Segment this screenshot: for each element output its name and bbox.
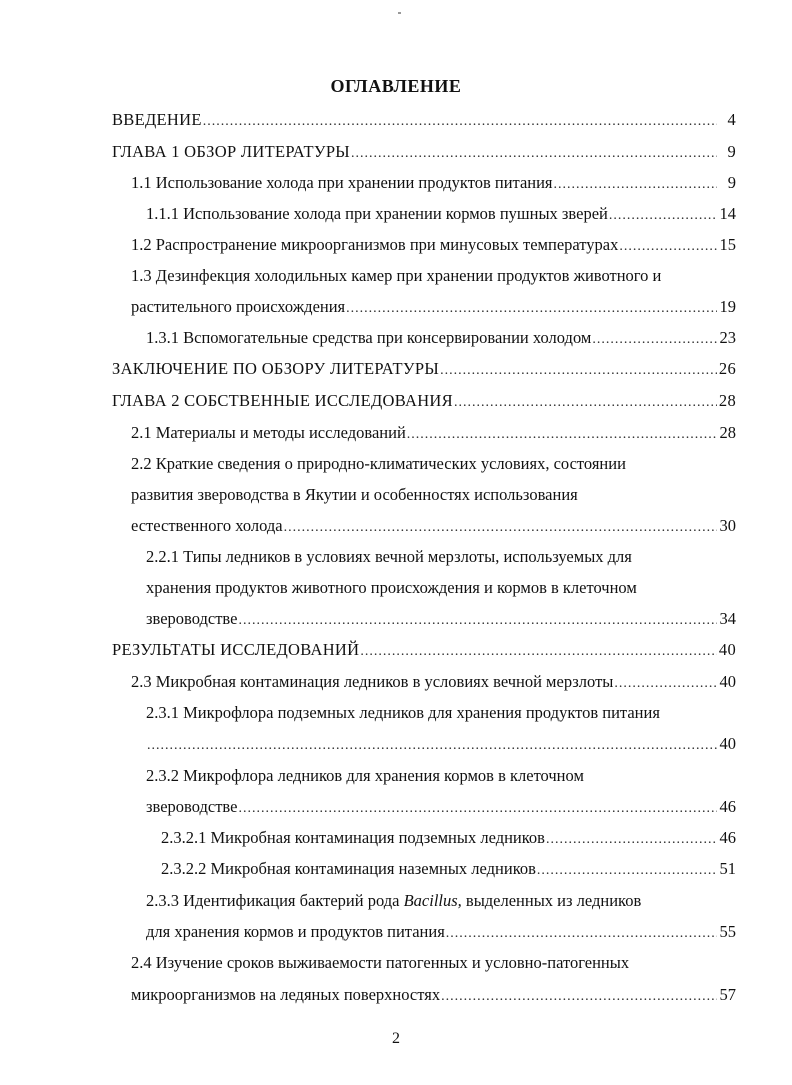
toc-entry	[146, 734, 736, 756]
toc-entry-text: 1.3 Дезинфекция холодильных камер при хранении продуктов животного и	[131, 266, 662, 285]
leader-dots	[592, 330, 717, 350]
toc-entry-text: звероводстве	[146, 797, 238, 816]
leader-dots	[537, 861, 717, 881]
toc-page-number: 15	[719, 235, 736, 254]
leader-dots	[454, 393, 717, 413]
toc-page-number: 9	[727, 173, 736, 192]
leader-dots	[346, 299, 717, 319]
toc-page-number: 51	[719, 859, 736, 878]
toc-entry-text: для хранения кормов и продуктов питания	[146, 922, 445, 941]
toc-page-number: 9	[727, 142, 736, 161]
toc-entry-text: 2.2 Краткие сведения о природно-климатических условиях, состоянии	[131, 454, 626, 473]
toc-entry	[112, 110, 736, 132]
leader-dots	[351, 144, 717, 164]
leader-dots	[284, 518, 717, 538]
toc-entry	[131, 297, 736, 319]
toc-entry-text: 1.1.1 Использование холода при хранении кормов пушных зверей	[146, 204, 608, 223]
leader-dots	[614, 674, 717, 694]
toc-page-number: 14	[719, 204, 736, 223]
toc-entry-text-part: 2.3.3 Идентификация бактерий рода	[146, 891, 404, 910]
toc-entry-text: развития звероводства в Якутии и особенностях использования	[131, 485, 578, 504]
toc-entry	[146, 204, 736, 226]
toc-entry-text-part: выделенных из ледников	[461, 891, 642, 910]
toc-entry-text: 2.2.1 Типы ледников в условиях вечной мерзлоты, используемых для	[146, 547, 632, 566]
toc-entry-text: хранения продуктов животного происхождения и кормов в клеточном	[146, 578, 637, 597]
toc-entry-text: микроорганизмов на ледяных поверхностях	[131, 985, 441, 1004]
leader-dots	[441, 987, 717, 1007]
toc-entry-text: РЕЗУЛЬТАТЫ ИССЛЕДОВАНИЙ	[112, 640, 360, 659]
leader-dots	[619, 237, 717, 257]
toc-entry-text: естественного холода	[131, 516, 283, 535]
toc-entry	[131, 423, 736, 445]
toc-entry-text: 2.3.2 Микрофлора ледников для хранения кормов в клеточном	[146, 766, 584, 785]
toc-entry	[112, 142, 736, 164]
toc-entry-text: 2.3 Микробная контаминация ледников в условиях вечной мерзлоты	[131, 672, 614, 691]
toc-entry-text: 1.3.1 Вспомогательные средства при консервировании холодом	[146, 328, 592, 347]
toc-entry-text: растительного происхождения	[131, 297, 346, 316]
toc-page-number: 30	[719, 516, 736, 535]
toc-entry	[131, 672, 736, 694]
toc-page-number: 40	[718, 640, 736, 659]
toc-page-number: 46	[719, 797, 736, 816]
toc-entry-text: 1.2 Распространение микроорганизмов при минусовых температурах	[131, 235, 619, 254]
leader-dots	[238, 611, 717, 631]
toc-entry-text	[146, 891, 641, 911]
toc-page-number: 46	[719, 828, 736, 847]
toc-page-number: 28	[718, 391, 736, 410]
leader-dots	[609, 206, 717, 226]
toc-entry-text: ГЛАВА 2 СОБСТВЕННЫЕ ИССЛЕДОВАНИЯ	[112, 391, 453, 410]
toc-entry-text: 2.1 Материалы и методы исследований	[131, 423, 406, 442]
toc-entry	[112, 640, 736, 662]
toc-entry-text: 1.1 Использование холода при хранении продуктов питания	[131, 173, 553, 192]
leader-dots	[546, 830, 717, 850]
toc-entry	[131, 516, 736, 538]
toc-entry-italic-term: Bacillus,	[403, 891, 462, 910]
leader-dots	[440, 361, 717, 381]
leader-dots	[446, 924, 717, 944]
toc-page-number: 40	[719, 672, 736, 691]
toc-entry-text: 2.3.2.2 Микробная контаминация наземных ледников	[161, 859, 536, 878]
toc-entry	[131, 985, 736, 1007]
toc-page-number: 34	[719, 609, 736, 628]
toc-page-number: 26	[718, 359, 736, 378]
toc-entry-text: звероводстве	[146, 609, 238, 628]
toc-entry	[112, 391, 736, 413]
leader-dots	[238, 799, 717, 819]
leader-dots	[554, 175, 717, 195]
leader-dots	[147, 736, 717, 756]
leader-dots	[407, 425, 717, 445]
toc-page-number: 40	[719, 734, 736, 753]
toc-page-number: 23	[719, 328, 736, 347]
toc-page-number: 55	[719, 922, 736, 941]
scan-speck	[398, 12, 401, 14]
toc-entry	[131, 235, 736, 257]
toc-entry	[161, 828, 736, 850]
toc-entry	[146, 609, 736, 631]
page-number: 2	[392, 1030, 400, 1047]
toc-entry-text: 2.3.1 Микрофлора подземных ледников для хранения продуктов питания	[146, 703, 660, 722]
toc-entry-text: ГЛАВА 1 ОБЗОР ЛИТЕРАТУРЫ	[112, 142, 350, 161]
toc-entry	[146, 797, 736, 819]
toc-entry	[112, 359, 736, 381]
leader-dots	[360, 642, 717, 662]
toc-entry-text: 2.4 Изучение сроков выживаемости патогенных и условно-патогенных	[131, 953, 630, 972]
toc-entry	[146, 328, 736, 350]
toc-page-number: 28	[719, 423, 736, 442]
toc-page-number: 19	[719, 297, 736, 316]
toc-page-number: 57	[719, 985, 736, 1004]
toc-entry-text: 2.3.2.1 Микробная контаминация подземных ледников	[161, 828, 545, 847]
toc-entry	[131, 173, 736, 195]
toc-page-number: 4	[727, 110, 736, 129]
leader-dots	[203, 112, 717, 132]
toc-entry	[161, 859, 736, 881]
toc-entry	[146, 922, 736, 944]
toc-entry-text: ВВЕДЕНИЕ	[112, 110, 202, 129]
toc-entry-text: ЗАКЛЮЧЕНИЕ ПО ОБЗОРУ ЛИТЕРАТУРЫ	[112, 359, 440, 378]
page-title: ОГЛАВЛЕНИЕ	[330, 76, 462, 96]
